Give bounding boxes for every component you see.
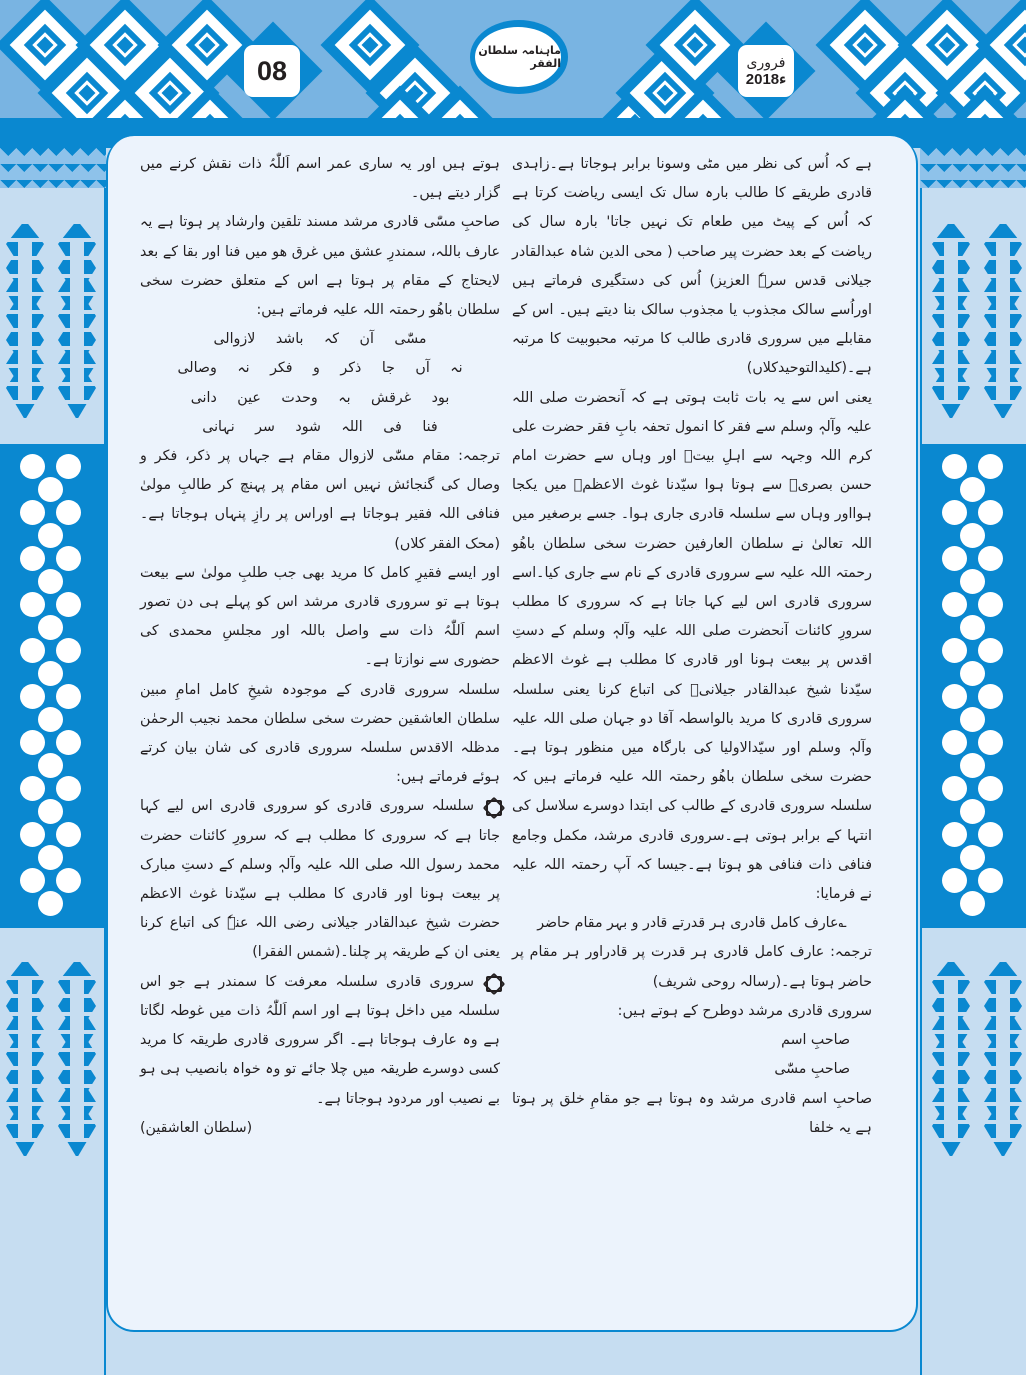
poem-line: فنا فی اللہ شود سر نہانی: [202, 418, 438, 435]
paragraph: سروری قادری مرشد دوطرح کے ہوتے ہیں:: [617, 1002, 872, 1019]
spindle-ornament: [932, 220, 970, 420]
octagram-icon: [484, 974, 500, 990]
zigzag-pattern: [920, 148, 1026, 188]
source-citation: (سلطان العاشقین): [140, 1119, 253, 1136]
spindle-ornament: [984, 958, 1022, 1158]
paragraph: سلسلہ سروری قادری کے موجودہ شیخِ کامل امامِ مبین سلطان العاشقین حضرت سخی سلطان محمد نجیب الرحمٰن مدظلہ الاقدس سلسلہ سروری قادری کی شان بیان کرتے ہوئے فرماتے ہیں:: [140, 681, 500, 786]
bullet-text: سلسلہ سروری قادری کو سروری قادری اس لیے کہا جاتا ہے کہ سروری کا مطلب ہے کہ سرورِ کائنات حضرت محمد رسول اللہ صلی اللہ علیہ وآلہٖ وسلم کے دستِ مبارک پر بیعت ہونا اور قادری کا مطلب ہے سیّدنا غوث الاعظم حضرت شیخ عبدالقادر جیلانی رضی اللہ عنہٗ کی اتباع کرنا یعنی ان کے طریقہ پر چلنا۔(شمس الفقرا): [140, 798, 500, 961]
bullet-item: [140, 792, 500, 967]
spindle-ornament: [6, 958, 44, 1158]
spindle-panel-top: [0, 188, 106, 444]
issue-year: 2018ء: [745, 70, 787, 88]
spindle-ornament: [58, 220, 96, 420]
verse-translation: ترجمہ: عارف کامل قادری ہر قدرت پر قادراور ہر مقام پر حاضر ہوتا ہے۔(رسالہ روحی شریف): [512, 944, 872, 990]
poem-line: مسّٰی آن کہ باشد لازوالی: [213, 331, 427, 348]
octagram-icon: [484, 798, 500, 814]
paragraph: ہوتے ہیں اور یہ ساری عمر اسم اَللّٰہُ ذات نقش کرنے میں گزار دیتے ہیں۔: [140, 156, 500, 202]
left-text-column: [140, 150, 500, 1143]
right-text-column: [512, 150, 872, 1143]
poem-translation: ترجمہ: مقام مسّٰی لازوال مقام ہے جہاں پر ذکر، فکر و وصال کی گنجائش نہیں اس مقام پر پہنچ کر طالبِ مولیٰ فنافی اللہ فقیر ہوجاتا ہے اوراس پر رازِ پنہاں ہوجاتا ہے۔(محک الفقر کلاں): [140, 448, 500, 552]
spindle-panel-bottom: [0, 928, 106, 1375]
dots-panel: [920, 444, 1026, 928]
paragraph: صاحبِ مسّٰی قادری مرشد مسند تلقین وارشاد پر ہوتا ہے یہ عارف باللہ، سمندرِ عشق میں غرق ھو میں فنا اور بقا کے بعد لایحتاج کے مقام پر ہوتا ہے اس کے متعلق حضرت سخی سلطان باھُو رحمتہ اللہ علیہ فرماتے ہیں:: [140, 214, 500, 319]
paragraph: یعنی اس سے یہ بات ثابت ہوتی ہے کہ آنحضرت صلی اللہ علیہ وآلہٖ وسلم سے فقر کا انمول تحفہ بابِ فقر حضرت علی کرم اللہ وجہہ سے اہلِ بیتؓ اور وہاں سے حضرت امام حسن بصریؓ سے ہوتا ہوا سیّدنا غوث الاعظمؓ میں یکجا ہوااور وہاں سے سلسلہ قادری جاری ہوا۔ جسے برصغیر میں اللہ تعالیٰ نے سلطان العارفین حضرت سخی سلطان باھُو رحمتہ اللہ علیہ سے سروری قادری کے نام سے جاری کیا۔اسے سروری قادری اس لیے کہا جاتا ہے کہ سروری کا مطلب سرورِ کائنات آنحضرت صلی اللہ علیہ وآلہٖ وسلم کے دستِ اقدس پر بیعت ہونا اور قادری کا مطلب ہے غوث الاعظم سیّدنا شیخ عبدالقادر جیلانیؓ کی اتباع کرنا یعنی سلسلہ سروری قادری کا مرید بالواسطہ آقا دو جہان صلی اللہ علیہ وآلہٖ وسلم اور سیّدالاولیا کی بارگاہ میں منظور ہوتا ہے۔حضرت سخی سلطان باھُو رحمتہ اللہ علیہ فرماتے ہیں کہ سلسلہ سروری قادری کے طالب کی ابتدا دوسرے سلاسل کی انتہا کے برابر ہوتی ہے۔سروری قادری مرشد، مکمل وجامع فنافی ذات فنافی ھو ہوتا ہے۔جیسا کہ آپ رحمتہ اللہ علیہ نے فرمایا:: [512, 389, 872, 903]
murshid-type: صاحبِ مسّٰی: [774, 1061, 850, 1078]
spindle-ornament: [6, 220, 44, 420]
issue-date: [738, 45, 794, 97]
poem-line: نہ آں جا ذکر و فکر نہ وصالی: [177, 360, 463, 377]
spindle-ornament: [984, 220, 1022, 420]
spindle-panel-bottom: [920, 928, 1026, 1375]
bullet-text: سروری قادری سلسلہ معرفت کا سمندر ہے جو اس سلسلہ میں داخل ہوتا ہے اور اسم اَللّٰہُ ذات میں غوطہ لگاتا ہے وہ عارف ہوجاتا ہے۔ اگر سروری قادری طریقہ کا مرید کسی دوسرے طریقہ میں چلا جائے تو وہ خواہ بانصیب ہی ہو بے نصیب اور مردود ہوجاتا ہے۔: [140, 973, 500, 1107]
page-number: 08: [244, 45, 300, 97]
poem-line: بود غرقش بہ وحدت عین دانی: [190, 389, 450, 406]
magazine-header: [0, 0, 1026, 118]
paragraph: صاحبِ اسم قادری مرشد وہ ہوتا ہے جو مقامِ خلق پر ہوتا ہے یہ خلفا: [512, 1090, 872, 1136]
spindle-ornament: [58, 958, 96, 1158]
paragraph: ہے کہ اُس کی نظر میں مٹی وسونا برابر ہوجاتا ہے۔زاہدی قادری طریقے کا طالب بارہ سال تک ایسی ریاضت کرتا ہے کہ اُس کے پیٹ میں طعام تک نہیں جاتا' بارہ سال کی ریاضت کے بعد حضرت پیر صاحب ( محی الدین شاہ عبدالقادر جیلانی قدس سرہٗ العزیز) اُس کی دستگیری فرماتے ہیں اوراُسے سالک مجذوب یا مجذوب سالک بنا دیتے ہیں۔ اس کے مقابلے میں سروری قادری طالب کا مرتبہ محبوبیت کا مرتبہ ہے۔(کلیدالتوحیدکلاں): [512, 156, 872, 377]
zigzag-pattern: [0, 148, 106, 188]
verse: ؎عارف کامل قادری ہر قدرتے قادر و بہر مقام حاضر: [537, 915, 847, 932]
bullet-item: [140, 968, 500, 1114]
spindle-ornament: [932, 958, 970, 1158]
magazine-logo: ماہنامہ سلطان الفقر: [475, 27, 561, 87]
paragraph: اور ایسے فقیرِ کامل کا مرید بھی جب طلبِ مولیٰ سے بیعت ہوتا ہے تو سروری قادری مرشد اس کو پہلے ہی دن تصور اسم اَللّٰہُ ذات سے واصل باللہ اور مجلسِ محمدی کی حضوری سے نوازتا ہے۔: [140, 564, 500, 669]
murshid-type: صاحبِ اسم: [781, 1032, 850, 1049]
issue-month: فروری: [746, 54, 786, 71]
dots-panel: [0, 444, 106, 928]
spindle-panel-top: [920, 188, 1026, 444]
article-page: [106, 136, 918, 1332]
